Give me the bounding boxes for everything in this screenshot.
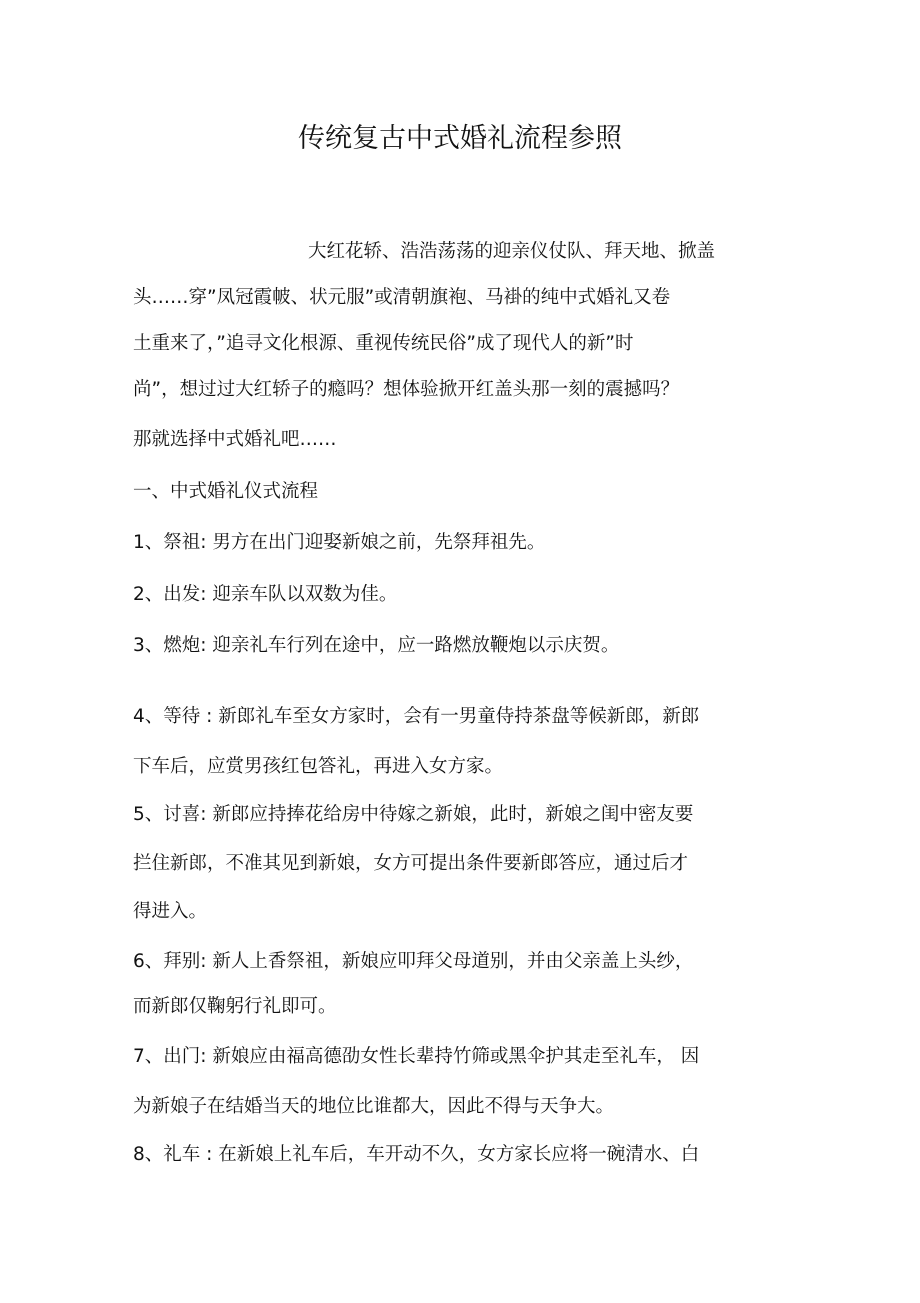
step-line: 7、出门: 新娘应由福高德劭女性长辈持竹筛或黑伞护其走至礼车， 因 xyxy=(133,1046,700,1067)
step-line: 下车后，应赏男孩红包答礼，再进入女方家。 xyxy=(133,756,504,777)
section-heading: 一、中式婚礼仪式流程 xyxy=(133,481,319,502)
step-line: 而新郎仅鞠躬行礼即可。 xyxy=(133,996,337,1017)
intro-line: 那就选择中式婚礼吧…… xyxy=(133,429,337,450)
intro-line: 尚”，想过过大红轿子的瘾吗？想体验掀开红盖头那一刻的震撼吗？ xyxy=(133,379,680,400)
step-line: 3、燃炮: 迎亲礼车行列在途中，应一路燃放鞭炮以示庆贺。 xyxy=(133,635,620,656)
step-line: 得进入。 xyxy=(133,901,208,922)
step-line: 4、等待 : 新郎礼车至女方家时，会有一男童侍持茶盘等候新郎，新郎 xyxy=(133,706,700,727)
step-line: 8、礼车 : 在新娘上礼车后，车开动不久，女方家长应将一碗清水、白 xyxy=(133,1144,700,1165)
intro-line: 土重来了，”追寻文化根源、重视传统民俗”成了现代人的新”时 xyxy=(133,333,634,354)
step-line: 6、拜别: 新人上香祭祖，新娘应叩拜父母道别，并由父亲盖上头纱， xyxy=(133,951,694,972)
step-line: 2、出发: 迎亲车队以双数为佳。 xyxy=(133,584,398,605)
intro-line: 头……穿”凤冠霞帔、状元服”或清朝旗袍、马褂的纯中式婚礼又卷 xyxy=(133,287,671,308)
step-line: 为新娘子在结婚当天的地位比谁都大，因此不得与天争大。 xyxy=(133,1096,615,1117)
document-title: 传统复古中式婚礼流程参照 xyxy=(298,123,622,154)
step-line: 拦住新郎，不准其见到新娘，女方可提出条件要新郎答应，通过后才 xyxy=(133,853,689,874)
step-line: 1、祭祖: 男方在出门迎娶新娘之前，先祭拜祖先。 xyxy=(133,532,546,553)
step-line: 5、讨喜: 新郎应持捧花给房中待嫁之新娘，此时，新娘之闺中密友要 xyxy=(133,804,694,825)
intro-line: 大红花轿、浩浩荡荡的迎亲仪仗队、拜天地、掀盖 xyxy=(308,241,716,262)
